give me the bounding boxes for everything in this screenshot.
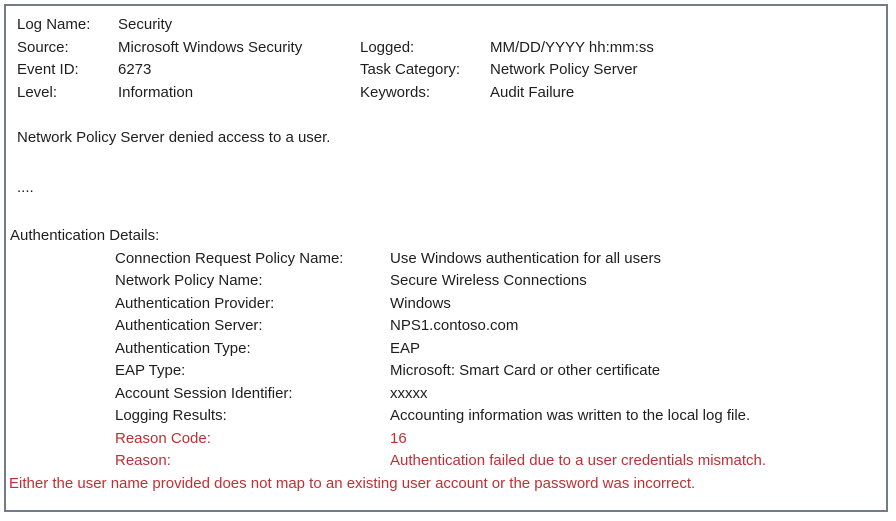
- detail-value: Accounting information was written to the local log file.: [390, 407, 751, 424]
- detail-row-logging-results: [115, 405, 876, 428]
- detail-value: NPS1.contoso.com: [390, 317, 519, 334]
- detail-row-authentication-type: [115, 338, 876, 361]
- authentication-details-heading: Authentication Details:: [10, 227, 160, 244]
- detail-value: Microsoft: Smart Card or other certificate: [390, 362, 661, 379]
- event-id-label: Event ID:: [17, 61, 79, 78]
- detail-label: Connection Request Policy Name:: [115, 249, 344, 267]
- source-label: Source:: [17, 38, 69, 56]
- reason-code-value: 16: [390, 429, 407, 447]
- task-category-value: Network Policy Server: [490, 61, 638, 78]
- detail-row-authentication-provider: [115, 293, 876, 316]
- detail-row-authentication-server: [115, 315, 876, 338]
- source-value: Microsoft Windows Security: [118, 38, 303, 56]
- log-name-label: Log Name:: [17, 16, 91, 33]
- event-header: [17, 14, 876, 104]
- event-id-value: 6273: [118, 61, 152, 78]
- detail-value: Use Windows authentication for all users: [390, 249, 661, 267]
- header-spacer: [490, 14, 876, 37]
- detail-label: Logging Results:: [115, 407, 227, 424]
- keywords-value: Audit Failure: [490, 83, 575, 101]
- header-row-source: [17, 37, 876, 60]
- detail-label: Network Policy Name:: [115, 272, 263, 289]
- detail-row-network-policy: [115, 270, 876, 293]
- reason-label: Reason:: [115, 452, 171, 469]
- detail-label: Authentication Server:: [115, 317, 263, 334]
- detail-label: Account Session Identifier:: [115, 384, 293, 402]
- detail-label: EAP Type:: [115, 362, 186, 379]
- detail-label: Authentication Provider:: [115, 294, 275, 312]
- detail-row-reason-code: [115, 428, 876, 451]
- level-value: Information: [118, 83, 194, 101]
- header-spacer: [360, 14, 490, 37]
- detail-value: xxxxx: [390, 384, 428, 402]
- event-description: Network Policy Server denied access to a user.: [17, 129, 331, 146]
- reason-value: Authentication failed due to a user credentials mismatch.: [390, 452, 767, 469]
- logged-label: Logged:: [360, 38, 415, 56]
- detail-row-account-session-identifier: [115, 383, 876, 406]
- omitted-content-ellipsis: ....: [17, 178, 34, 196]
- header-row-log-name: [17, 14, 876, 37]
- keywords-label: Keywords:: [360, 83, 431, 101]
- detail-row-eap-type: [115, 360, 876, 383]
- authentication-details-list: [17, 248, 876, 473]
- detail-value: EAP: [390, 339, 421, 357]
- task-category-label: Task Category:: [360, 61, 461, 78]
- reason-explanation-text: Either the user name provided does not map to an existing user account or the password was incorrect.: [9, 474, 696, 492]
- logged-value: MM/DD/YYYY hh:mm:ss: [490, 38, 654, 56]
- event-log-content: [6, 6, 886, 495]
- header-row-event-id: [17, 59, 876, 82]
- detail-value: Secure Wireless Connections: [390, 272, 587, 289]
- level-label: Level:: [17, 83, 58, 101]
- event-log-frame: [4, 4, 888, 512]
- detail-row-reason: [115, 450, 876, 473]
- header-row-level: [17, 82, 876, 105]
- detail-row-connection-request-policy: [115, 248, 876, 271]
- detail-label: Authentication Type:: [115, 339, 251, 357]
- detail-value: Windows: [390, 294, 451, 312]
- reason-code-label: Reason Code:: [115, 429, 211, 447]
- log-name-value: Security: [118, 16, 173, 33]
